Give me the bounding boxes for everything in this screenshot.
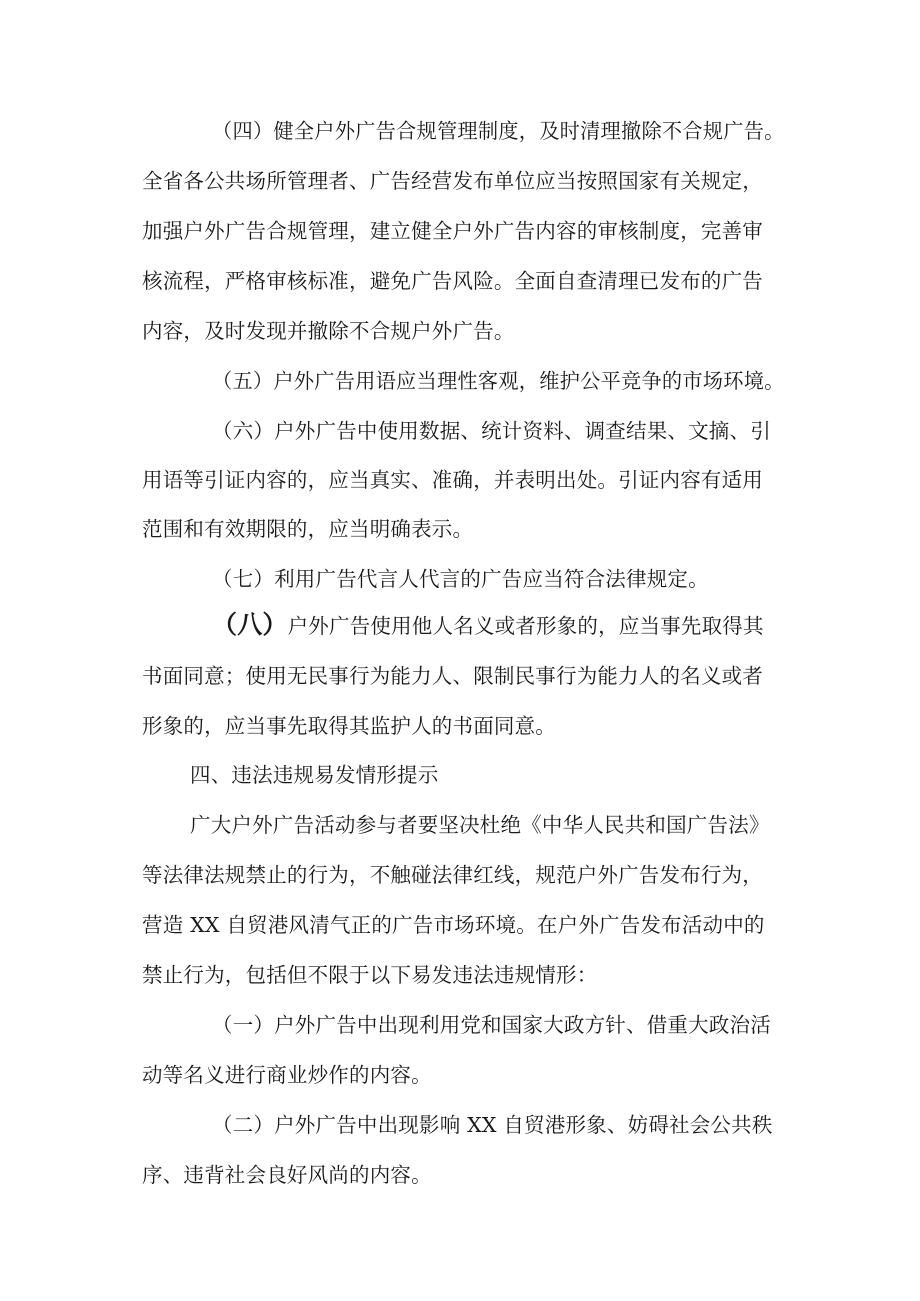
intro-line-3: 营造 XX 自贸港风清气正的广告市场环境。在户外广告发布活动中的 — [142, 913, 765, 937]
para-8-line-2: 书面同意；使用无民事行为能力人、限制民事行为能力人的名义或者 — [142, 664, 763, 688]
item-1-line-1: （一）户外广告中出现利用党和国家大政方针、借重大政治活 — [212, 1013, 771, 1037]
para-4-line-5: 内容，及时发现并撤除不合规户外广告。 — [142, 319, 515, 343]
para-5-line-1: （五）户外广告用语应当理性客观，维护公平竞争的市场环境。 — [212, 369, 785, 393]
para-6-line-2: 用语等引证内容的，应当真实、准确，并表明出处。引证内容有适用 — [142, 468, 763, 492]
para-8-line-3: 形象的，应当事先取得其监护人的书面同意。 — [142, 714, 556, 738]
para-4-line-1: （四）健全户外广告合规管理制度，及时清理撤除不合规广告。 — [212, 119, 785, 143]
intro-line-1: 广大户外广告活动参与者要坚决杜绝《中华人民共和国广告法》 — [190, 813, 770, 837]
para-6-line-1: （六）户外广告中使用数据、统计资料、调查结果、文摘、引 — [212, 419, 771, 443]
para-4-line-3: 加强户外广告合规管理，建立健全户外广告内容的审核制度，完善审 — [142, 219, 763, 243]
section-heading-4: 四、违法违规易发情形提示 — [190, 763, 439, 787]
intro-line-2: 等法律法规禁止的行为，不触碰法律红线，规范户外广告发布行为， — [142, 863, 763, 887]
para-4-line-2: 全省各公共场所管理者、广告经营发布单位应当按照国家有关规定， — [142, 169, 763, 193]
para-7-line-1: （七）利用广告代言人代言的广告应当符合法律规定。 — [212, 567, 709, 591]
para-8-line-1 — [212, 612, 764, 639]
intro-line-4: 禁止行为，包括但不限于以下易发违法违规情形： — [142, 963, 598, 987]
para-8-marker: （八） — [212, 610, 288, 639]
para-4-line-4: 核流程，严格审核标准，避免广告风险。全面自查清理已发布的广告 — [142, 269, 763, 293]
item-2-line-1: （二）户外广告中出现影响 XX 自贸港形象、妨碍社会公共秩 — [212, 1113, 773, 1137]
para-6-line-3: 范围和有效期限的，应当明确表示。 — [142, 517, 474, 541]
para-8-line-1-text: 户外广告使用他人名义或者形象的，应当事先取得其 — [287, 614, 764, 638]
item-2-line-2: 序、违背社会良好风尚的内容。 — [142, 1163, 432, 1187]
item-1-line-2: 动等名义进行商业炒作的内容。 — [142, 1063, 432, 1087]
